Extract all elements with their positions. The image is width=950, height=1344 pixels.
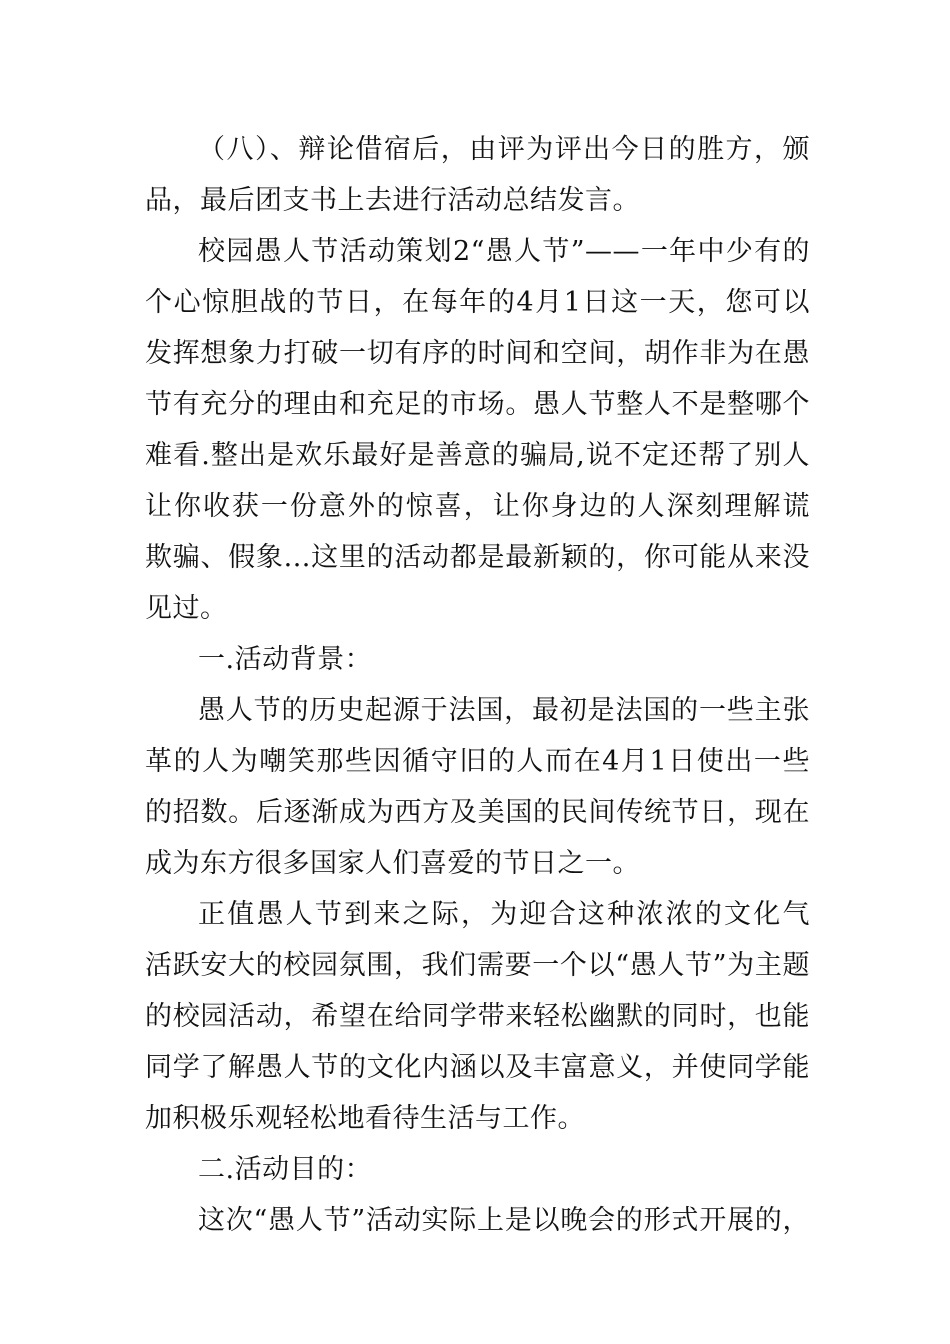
text-line: （八）、辩论借宿后，由评为评出今日的胜方，颁: [198, 134, 810, 165]
text-line: 欺骗、假象...这里的活动都是最新颖的，你可能从来没: [145, 542, 810, 573]
text-line: 的校园活动，希望在给同学带来轻松幽默的同时，也能: [145, 1001, 810, 1032]
section-heading: 二.活动目的：: [198, 1154, 373, 1185]
text-line: 加积极乐观轻松地看待生活与工作。: [145, 1103, 585, 1134]
section-heading: 一.活动背景：: [198, 644, 373, 675]
text-line: 活跃安大的校园氛围，我们需要一个以“愚人节”为主题: [145, 950, 810, 981]
text-line: 正值愚人节到来之际，为迎合这种浓浓的文化气: [198, 899, 810, 930]
text-line: 成为东方很多国家人们喜爱的节日之一。: [145, 848, 640, 879]
text-line: 的招数。后逐渐成为西方及美国的民间传统节日，现在: [145, 797, 810, 828]
text-line: 革的人为嘲笑那些因循守旧的人而在4月1日使出一些: [145, 746, 810, 777]
text-line: 让你收获一份意外的惊喜，让你身边的人深刻理解谎: [145, 491, 810, 522]
text-line: 品，最后团支书上去进行活动总结发言。: [145, 185, 640, 216]
text-line: 见过。: [145, 593, 228, 624]
text-line: 同学了解愚人节的文化内涵以及丰富意义，并使同学能: [145, 1052, 810, 1083]
text-line: 个心惊胆战的节日，在每年的4月1日这一天，您可以: [145, 287, 810, 318]
text-line: 发挥想象力打破一切有序的时间和空间，胡作非为在愚: [145, 338, 810, 369]
text-line: 愚人节的历史起源于法国，最初是法国的一些主张: [198, 695, 810, 726]
text-line: 节有充分的理由和充足的市场。愚人节整人不是整哪个: [145, 389, 810, 420]
text-line: 这次“愚人节”活动实际上是以晚会的形式开展的，: [198, 1205, 810, 1236]
text-line: 难看.整出是欢乐最好是善意的骗局,说不定还帮了别人: [145, 440, 810, 471]
text-line: 校园愚人节活动策划2“愚人节”——一年中少有的: [198, 236, 810, 267]
